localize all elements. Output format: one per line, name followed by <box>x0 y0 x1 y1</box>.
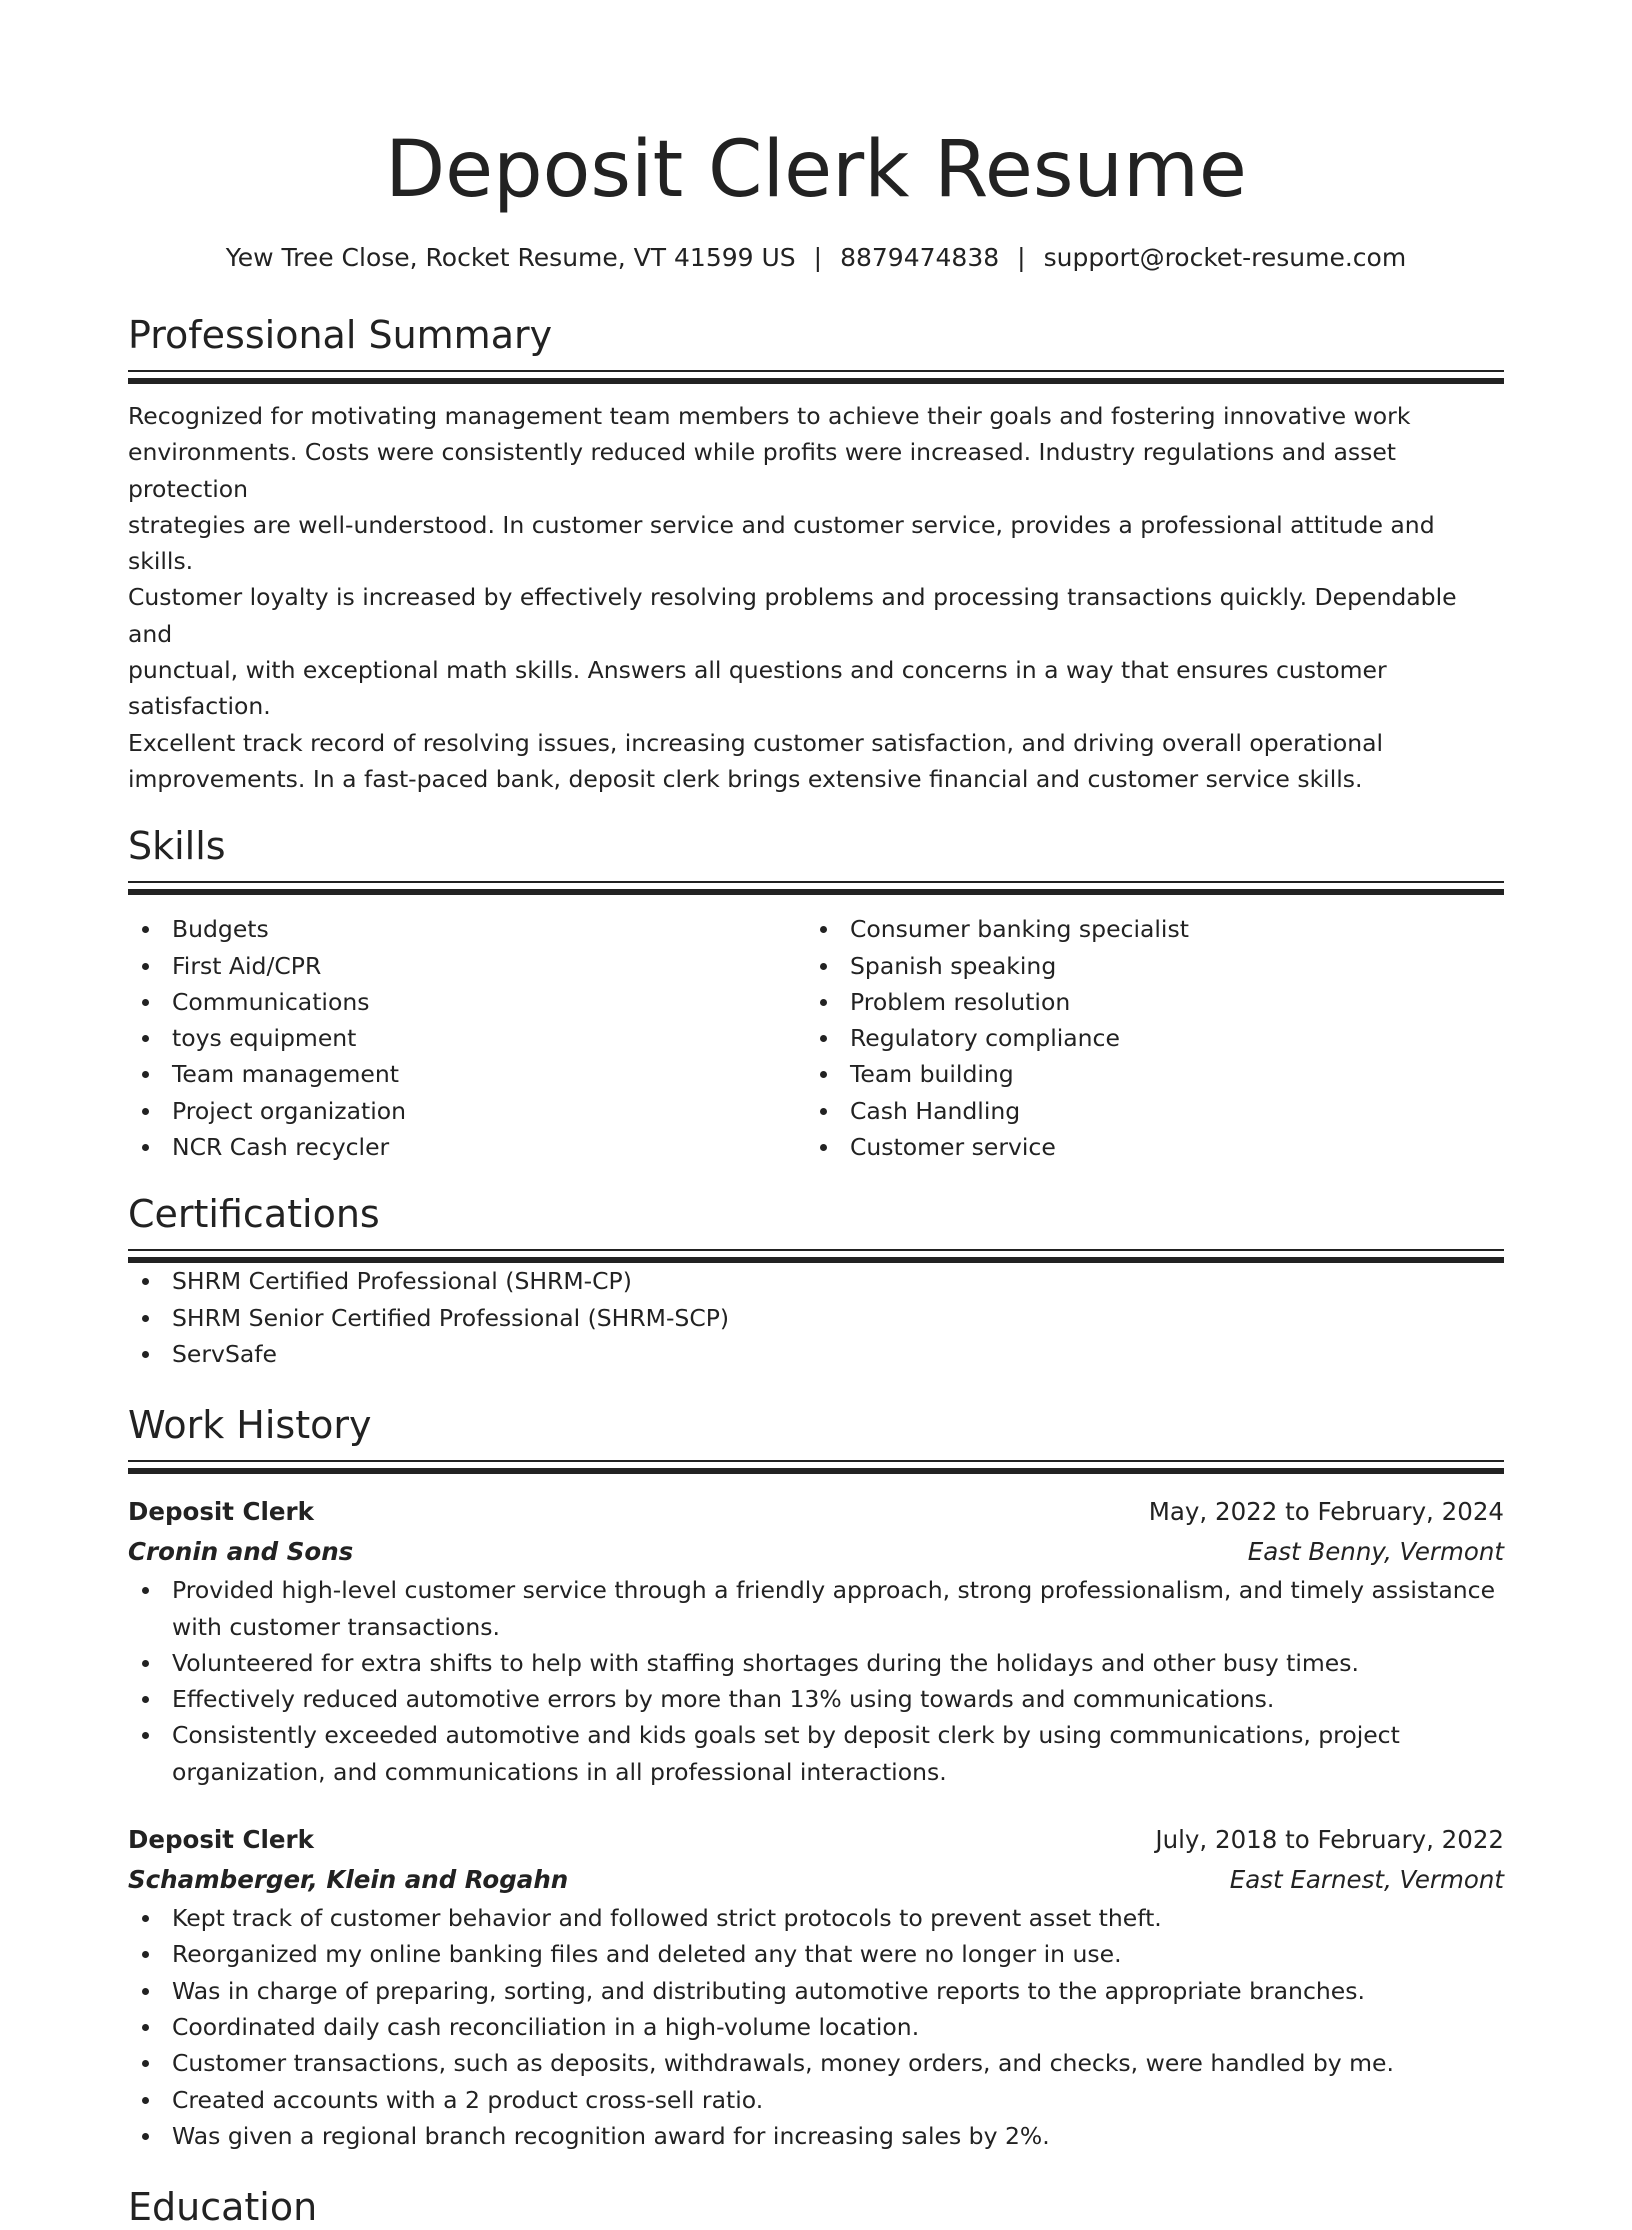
contact-separator: | <box>1017 243 1026 272</box>
job-title: Deposit Clerk <box>128 1825 314 1855</box>
contact-separator: | <box>813 243 823 272</box>
certification-item: SHRM Senior Certified Professional (SHRM-SCP) <box>128 1300 1504 1336</box>
job-location: East Earnest, Vermont <box>1229 1865 1504 1895</box>
skill-item: Consumer banking specialist <box>806 911 1484 947</box>
section-work-history <box>128 1402 1504 2154</box>
skill-item: Budgets <box>128 911 806 947</box>
skill-item: Regulatory compliance <box>806 1020 1484 1056</box>
job-duties-list <box>128 1900 1504 2154</box>
section-divider <box>128 370 1504 384</box>
job-duty-line: organization, and communications in all professional interactions. <box>172 1757 947 1786</box>
job-header-row <box>128 1492 1504 1532</box>
skill-item: toys equipment <box>128 1020 806 1056</box>
job-duty-line: Provided high-level customer service through a friendly approach, strong professionalism, and timely assistance <box>172 1576 1496 1605</box>
skill-item: Problem resolution <box>806 984 1484 1020</box>
job-duty-item: Volunteered for extra shifts to help with staffing shortages during the holidays and other busy times. <box>128 1645 1504 1681</box>
skill-item: Spanish speaking <box>806 948 1484 984</box>
skills-column-right <box>806 911 1484 1165</box>
section-divider <box>128 1249 1504 1263</box>
section-heading: Work History <box>128 1403 372 1448</box>
job-duty-item: Coordinated daily cash reconciliation in a high-volume location. <box>128 2009 1504 2045</box>
summary-line: improvements. In a fast-paced bank, deposit clerk brings extensive financial and customer service skills. <box>128 764 1363 793</box>
job-company: Cronin and Sons <box>128 1537 354 1567</box>
section-heading: Certifications <box>128 1192 380 1237</box>
certification-item: ServSafe <box>128 1336 1504 1372</box>
skill-item: Team building <box>806 1056 1484 1092</box>
job-duty-item <box>128 1717 1504 1790</box>
section-heading: Professional Summary <box>128 313 553 357</box>
section-divider <box>128 1460 1504 1474</box>
section-heading: Skills <box>128 824 226 869</box>
summary-line: Customer loyalty is increased by effectively resolving problems and processing transactions quickly. Dependable and <box>128 583 1457 648</box>
job-duty-item: Effectively reduced automotive errors by more than 13% using towards and communications. <box>128 1681 1504 1717</box>
section-professional-summary <box>128 312 1504 797</box>
section-certifications <box>128 1191 1504 1372</box>
certification-item: SHRM Certified Professional (SHRM-CP) <box>128 1263 1504 1299</box>
summary-paragraph <box>128 398 1504 797</box>
job-duty-item <box>128 1572 1504 1645</box>
job-dates: July, 2018 to February, 2022 <box>1155 1825 1504 1855</box>
skills-list <box>806 911 1484 1165</box>
job-title: Deposit Clerk <box>128 1497 314 1527</box>
contact-line <box>128 242 1504 274</box>
skill-item: Project organization <box>128 1093 806 1129</box>
resume-title: Deposit Clerk Resume <box>385 125 1247 215</box>
job-duty-item: Was given a regional branch recognition award for increasing sales by 2%. <box>128 2118 1504 2154</box>
summary-line: Excellent track record of resolving issues, increasing customer satisfaction, and driving overall operational <box>128 728 1384 757</box>
contact-email: support@rocket-resume.com <box>1043 243 1407 272</box>
skill-item: Communications <box>128 984 806 1020</box>
skill-item: NCR Cash recycler <box>128 1129 806 1165</box>
job-duty-item: Kept track of customer behavior and followed strict protocols to prevent asset theft. <box>128 1900 1504 1936</box>
job-duty-line: with customer transactions. <box>172 1612 500 1641</box>
skill-item: Cash Handling <box>806 1093 1484 1129</box>
skill-item: Team management <box>128 1056 806 1092</box>
skills-column-left <box>128 911 806 1165</box>
job-dates: May, 2022 to February, 2024 <box>1148 1497 1504 1527</box>
job-duty-item: Reorganized my online banking files and deleted any that were no longer in use. <box>128 1936 1504 1972</box>
job-location: East Benny, Vermont <box>1247 1537 1504 1567</box>
summary-line: strategies are well-understood. In customer service and customer service, provides a professional attitude and skills. <box>128 510 1435 576</box>
job-duty-item: Customer transactions, such as deposits, withdrawals, money orders, and checks, were handled by me. <box>128 2045 1504 2081</box>
job-company: Schamberger, Klein and Rogahn <box>128 1865 569 1895</box>
job-duty-item: Created accounts with a 2 product cross-sell ratio. <box>128 2082 1504 2118</box>
summary-line: environments. Costs were consistently reduced while profits were increased. Industry regulations and asset protection <box>128 438 1397 503</box>
skill-item: First Aid/CPR <box>128 948 806 984</box>
job-duties-list <box>128 1572 1504 1790</box>
job-employer-row <box>128 1532 1504 1572</box>
resume-page <box>128 0 1504 2230</box>
section-education <box>128 2184 1504 2230</box>
section-divider <box>128 881 1504 895</box>
section-skills <box>128 823 1504 1165</box>
summary-line: punctual, with exceptional math skills. Answers all questions and concerns in a way that ensures customer satisfaction. <box>128 656 1387 721</box>
job-duty-item: Was in charge of preparing, sorting, and distributing automotive reports to the appropriate branches. <box>128 1973 1504 2009</box>
job-employer-row <box>128 1860 1504 1900</box>
job-entry <box>128 1820 1504 2154</box>
contact-phone: 8879474838 <box>840 243 1000 272</box>
section-heading: Education <box>128 2185 318 2230</box>
job-header-row <box>128 1820 1504 1860</box>
summary-line: Recognized for motivating management team members to achieve their goals and fostering innovative work <box>128 402 1411 430</box>
job-duty-line: Consistently exceeded automotive and kids goals set by deposit clerk by using communications, project <box>172 1721 1400 1750</box>
skill-item: Customer service <box>806 1129 1484 1165</box>
skills-list <box>128 911 806 1165</box>
job-entry <box>128 1492 1504 1790</box>
contact-address: Yew Tree Close, Rocket Resume, VT 41599 US <box>225 243 796 272</box>
skills-grid <box>128 911 1504 1165</box>
certifications-list <box>128 1263 1504 1372</box>
